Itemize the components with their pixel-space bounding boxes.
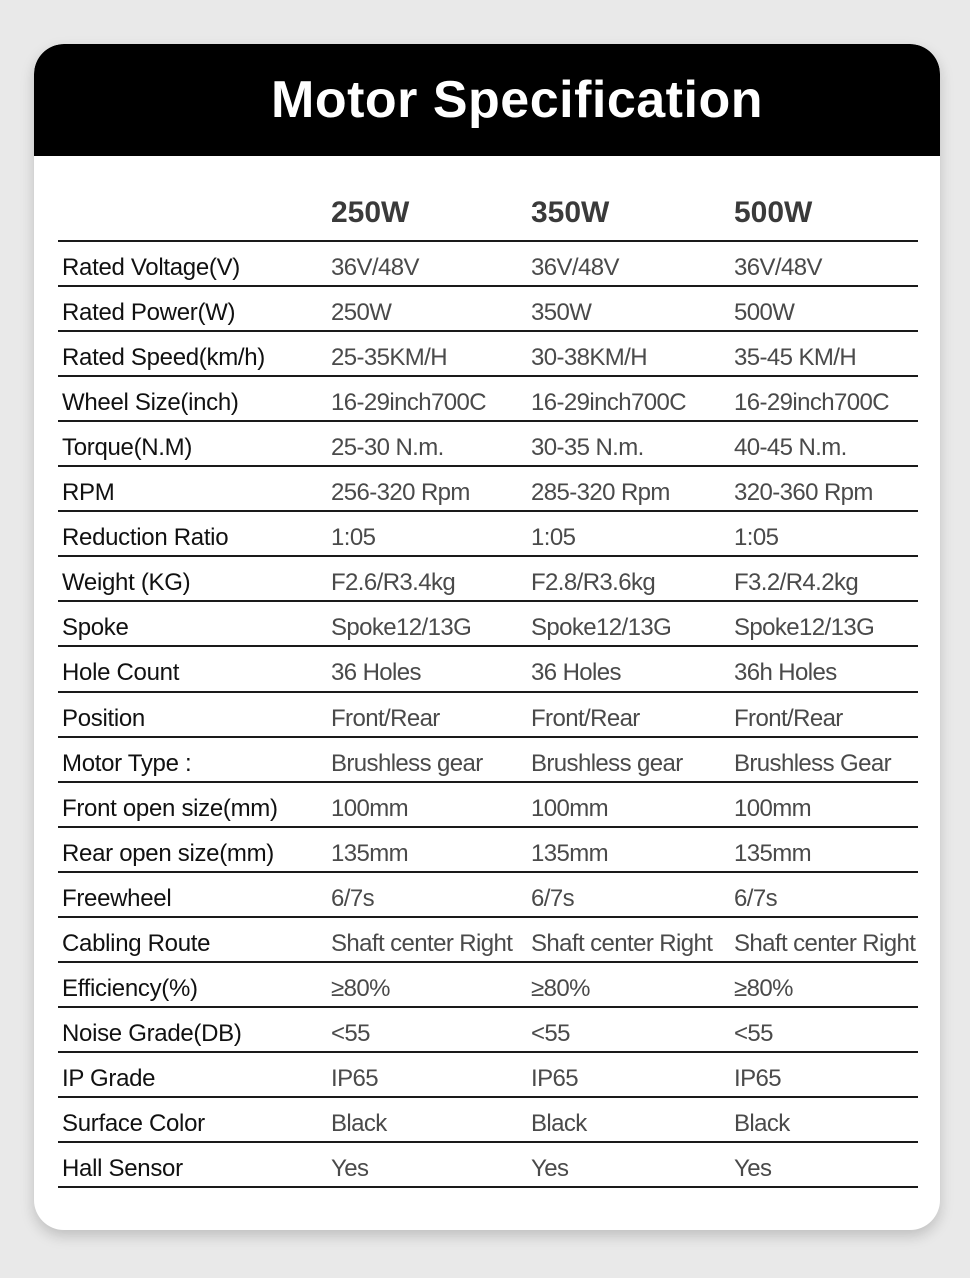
table-divider <box>58 916 918 918</box>
table-cell: 100mm <box>531 794 609 822</box>
table-divider <box>58 1141 918 1143</box>
table-cell: 16-29inch700C <box>734 389 889 417</box>
table-cell: 250W <box>331 299 392 327</box>
table-divider <box>58 1006 918 1008</box>
table-divider <box>58 375 918 377</box>
table-cell: Brushless gear <box>531 749 683 777</box>
row-label: Motor Type : <box>62 749 192 777</box>
row-label: Position <box>62 704 145 732</box>
table-cell: 350W <box>531 299 592 327</box>
table-cell: 40-45 N.m. <box>734 434 847 462</box>
table-cell: 36V/48V <box>531 254 619 281</box>
table-cell: 135mm <box>531 839 609 867</box>
table-cell: 135mm <box>734 839 812 867</box>
row-label: Rated Voltage(V) <box>62 254 240 281</box>
table-cell: Shaft center Right <box>531 929 713 957</box>
row-label: IP Grade <box>62 1064 156 1092</box>
row-label: Hole Count <box>62 659 180 687</box>
row-label: Weight (KG) <box>62 569 191 597</box>
table-divider <box>58 330 918 332</box>
table-cell: 500W <box>734 299 795 327</box>
table-cell: F2.6/R3.4kg <box>331 569 456 597</box>
table-cell: ≥80% <box>331 974 390 1002</box>
row-label: RPM <box>62 479 115 507</box>
table-divider <box>58 420 918 422</box>
table-cell: ≥80% <box>734 974 793 1002</box>
table-cell: 100mm <box>331 794 409 822</box>
table-cell: Shaft center Right <box>734 929 916 957</box>
table-cell: ≥80% <box>531 974 590 1002</box>
table-divider <box>58 645 918 647</box>
table-cell: IP65 <box>531 1064 578 1092</box>
table-cell: <55 <box>331 1019 370 1047</box>
table-cell: 30-38KM/H <box>531 344 647 372</box>
table-divider <box>58 510 918 512</box>
table-divider <box>58 240 918 242</box>
table-divider <box>58 1051 918 1053</box>
column-header: 250W <box>331 196 410 229</box>
page-title: Motor Specification <box>271 71 763 129</box>
table-cell: 25-30 N.m. <box>331 434 444 462</box>
table-divider <box>58 285 918 287</box>
table-cell: 256-320 Rpm <box>331 479 470 507</box>
row-label: Spoke <box>62 614 129 642</box>
table-cell: 285-320 Rpm <box>531 479 670 507</box>
table-cell: Yes <box>734 1155 772 1182</box>
table-cell: Black <box>734 1109 790 1137</box>
table-cell: Yes <box>331 1155 369 1182</box>
row-label: Front open size(mm) <box>62 794 278 822</box>
table-divider <box>58 691 918 693</box>
table-cell: 1:05 <box>531 524 576 552</box>
table-cell: Black <box>531 1109 587 1137</box>
table-cell: 25-35KM/H <box>331 344 447 372</box>
row-label: Hall Sensor <box>62 1155 183 1182</box>
table-divider <box>58 781 918 783</box>
table-cell: IP65 <box>734 1064 781 1092</box>
table-divider <box>58 961 918 963</box>
table-cell: 36V/48V <box>734 254 822 281</box>
table-cell: IP65 <box>331 1064 378 1092</box>
row-label: Cabling Route <box>62 929 211 957</box>
table-divider <box>58 555 918 557</box>
table-cell: Front/Rear <box>734 704 843 732</box>
table-cell: 6/7s <box>734 884 777 912</box>
row-label: Wheel Size(inch) <box>62 389 239 417</box>
table-cell: 1:05 <box>331 524 376 552</box>
row-label: Freewheel <box>62 884 172 912</box>
row-label: Surface Color <box>62 1109 205 1137</box>
table-cell: 6/7s <box>331 884 374 912</box>
table-cell: 16-29inch700C <box>531 389 686 417</box>
table-cell: Spoke12/13G <box>531 614 672 642</box>
table-divider <box>58 465 918 467</box>
table-cell: 100mm <box>734 794 812 822</box>
table-cell: 135mm <box>331 839 409 867</box>
table-cell: Front/Rear <box>531 704 640 732</box>
table-cell: Shaft center Right <box>331 929 513 957</box>
table-cell: Brushless Gear <box>734 749 891 777</box>
table-cell: Brushless gear <box>331 749 483 777</box>
table-cell: <55 <box>531 1019 570 1047</box>
column-header: 500W <box>734 196 813 229</box>
table-cell: Spoke12/13G <box>331 614 472 642</box>
row-label: Rear open size(mm) <box>62 839 274 867</box>
table-cell: 36h Holes <box>734 659 837 687</box>
table-cell: 320-360 Rpm <box>734 479 873 507</box>
table-divider <box>58 1186 918 1188</box>
row-label: Torque(N.M) <box>62 434 193 462</box>
table-divider <box>58 871 918 873</box>
table-cell: 36 Holes <box>531 659 621 687</box>
table-cell: 6/7s <box>531 884 574 912</box>
table-cell: 16-29inch700C <box>331 389 486 417</box>
row-label: Rated Speed(km/h) <box>62 344 266 372</box>
table-cell: Yes <box>531 1155 569 1182</box>
table-divider <box>58 600 918 602</box>
table-cell: Spoke12/13G <box>734 614 875 642</box>
table-cell: 36 Holes <box>331 659 421 687</box>
table-divider <box>58 1096 918 1098</box>
table-cell: F3.2/R4.2kg <box>734 569 859 597</box>
table-divider <box>58 826 918 828</box>
table-cell: <55 <box>734 1019 773 1047</box>
row-label: Noise Grade(DB) <box>62 1019 242 1047</box>
table-cell: 36V/48V <box>331 254 419 281</box>
table-divider <box>58 736 918 738</box>
row-label: Efficiency(%) <box>62 974 198 1002</box>
table-cell: 30-35 N.m. <box>531 434 644 462</box>
table-cell: 1:05 <box>734 524 779 552</box>
row-label: Reduction Ratio <box>62 524 229 552</box>
column-header: 350W <box>531 196 610 229</box>
table-cell: Front/Rear <box>331 704 440 732</box>
table-cell: F2.8/R3.6kg <box>531 569 656 597</box>
table-cell: 35-45 KM/H <box>734 344 857 372</box>
row-label: Rated Power(W) <box>62 299 236 327</box>
table-cell: Black <box>331 1109 387 1137</box>
